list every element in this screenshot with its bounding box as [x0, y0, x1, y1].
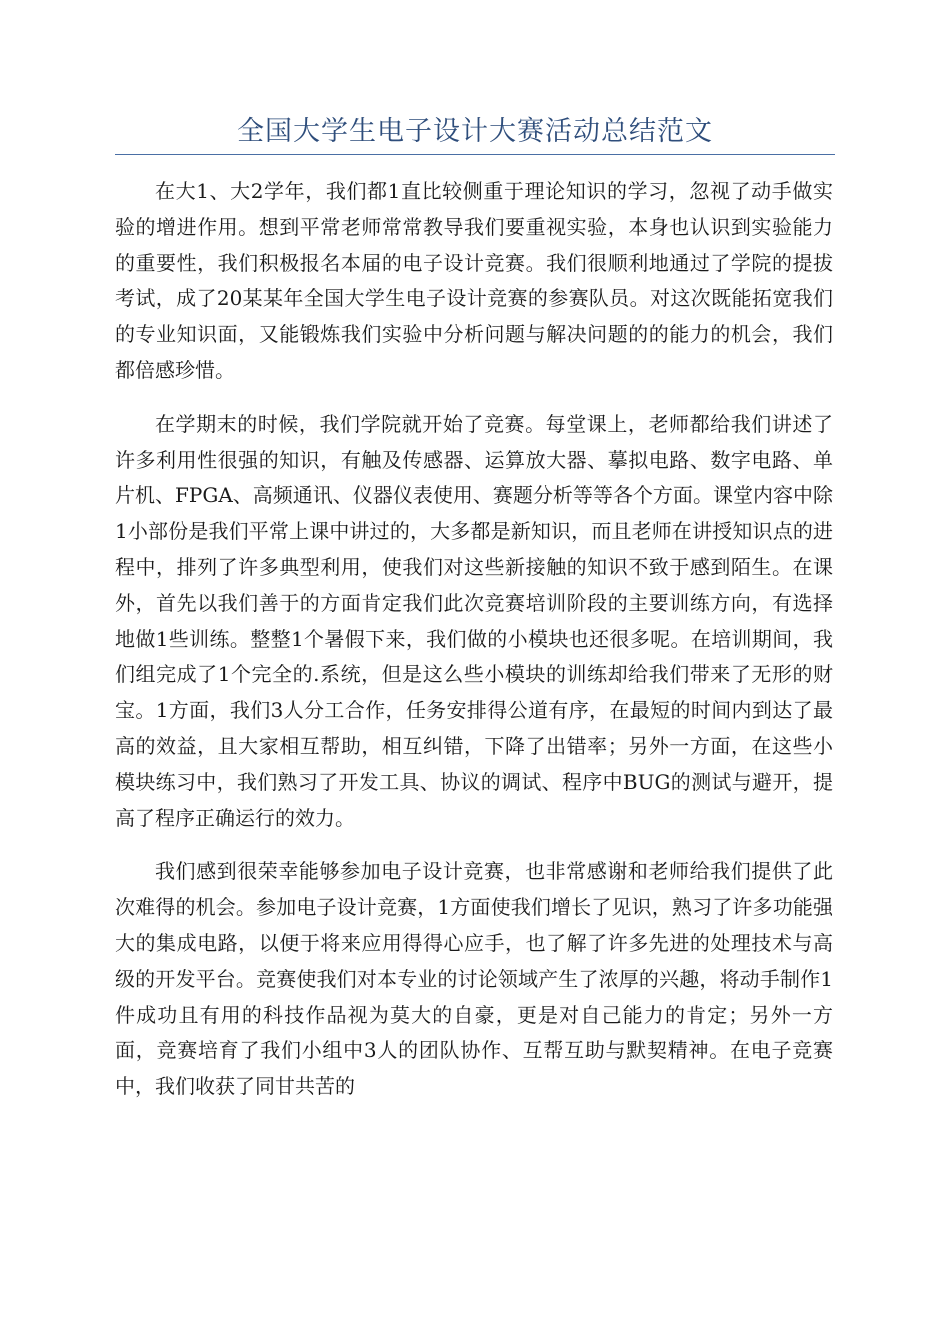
- paragraph-2: 在学期末的时候，我们学院就开始了竞赛。每堂课上，老师都给我们讲述了许多利用性很强的知识，有触及传感器、运算放大器、摹拟电路、数字电路、单片机、FPGA、高频通讯、仪器仪表使用、赛题分析等等各个方面。课堂内容中除1小部份是我们平常上课中讲过的，大多都是新知识，而且老师在讲授知识点的进程中，排列了许多典型利用，使我们对这些新接触的知识不致于感到陌生。在课外，首先以我们善于的方面肯定我们此次竞赛培训阶段的主要训练方向，有选择地做1些训练。整整1个暑假下来，我们做的小模块也还很多呢。在培训期间，我们组完成了1个完全的.系统，但是这么些小模块的训练却给我们带来了无形的财宝。1方面，我们3人分工合作，任务安排得公道有序，在最短的时间内到达了最高的效益，且大家相互帮助，相互纠错，下降了出错率；另外一方面，在这些小模块练习中，我们熟习了开发工具、协议的调试、程序中BUG的测试与避开，提高了程序正确运行的效力。: [115, 411, 833, 830]
- paragraph-3: 我们感到很荣幸能够参加电子设计竞赛，也非常感谢和老师给我们提供了此次难得的机会。参加电子设计竞赛，1方面使我们增长了见识，熟习了许多功能强大的集成电路，以便于将来应用得得心应手，也了解了许多先进的处理技术与高级的开发平台。竞赛使我们对本专业的讨论领域产生了浓厚的兴趣，将动手制作1件成功且有用的科技作品视为莫大的自豪，更是对自己能力的肯定；另外一方面，竞赛培育了我们小组中3人的团队协作、互帮互助与默契精神。在电子竞赛中，我们收获了同甘共苦的: [115, 859, 833, 1099]
- document-title: 全国大学生电子设计大赛活动总结范文: [237, 116, 713, 147]
- title-underline: [115, 154, 835, 155]
- paragraph-1: 在大1、大2学年，我们都1直比较侧重于理论知识的学习，忽视了动手做实验的增进作用。想到平常老师常常教导我们要重视实验，本身也认识到实验能力的重要性，我们积极报名本届的电子设计竞赛。我们很顺利地通过了学院的提拔考试，成了20某某年全国大学生电子设计竞赛的参赛队员。对这次既能拓宽我们的专业知识面，又能锻炼我们实验中分析问题与解决问题的的能力的机会，我们都倍感珍惜。: [115, 179, 833, 382]
- document-body: [115, 174, 833, 1123]
